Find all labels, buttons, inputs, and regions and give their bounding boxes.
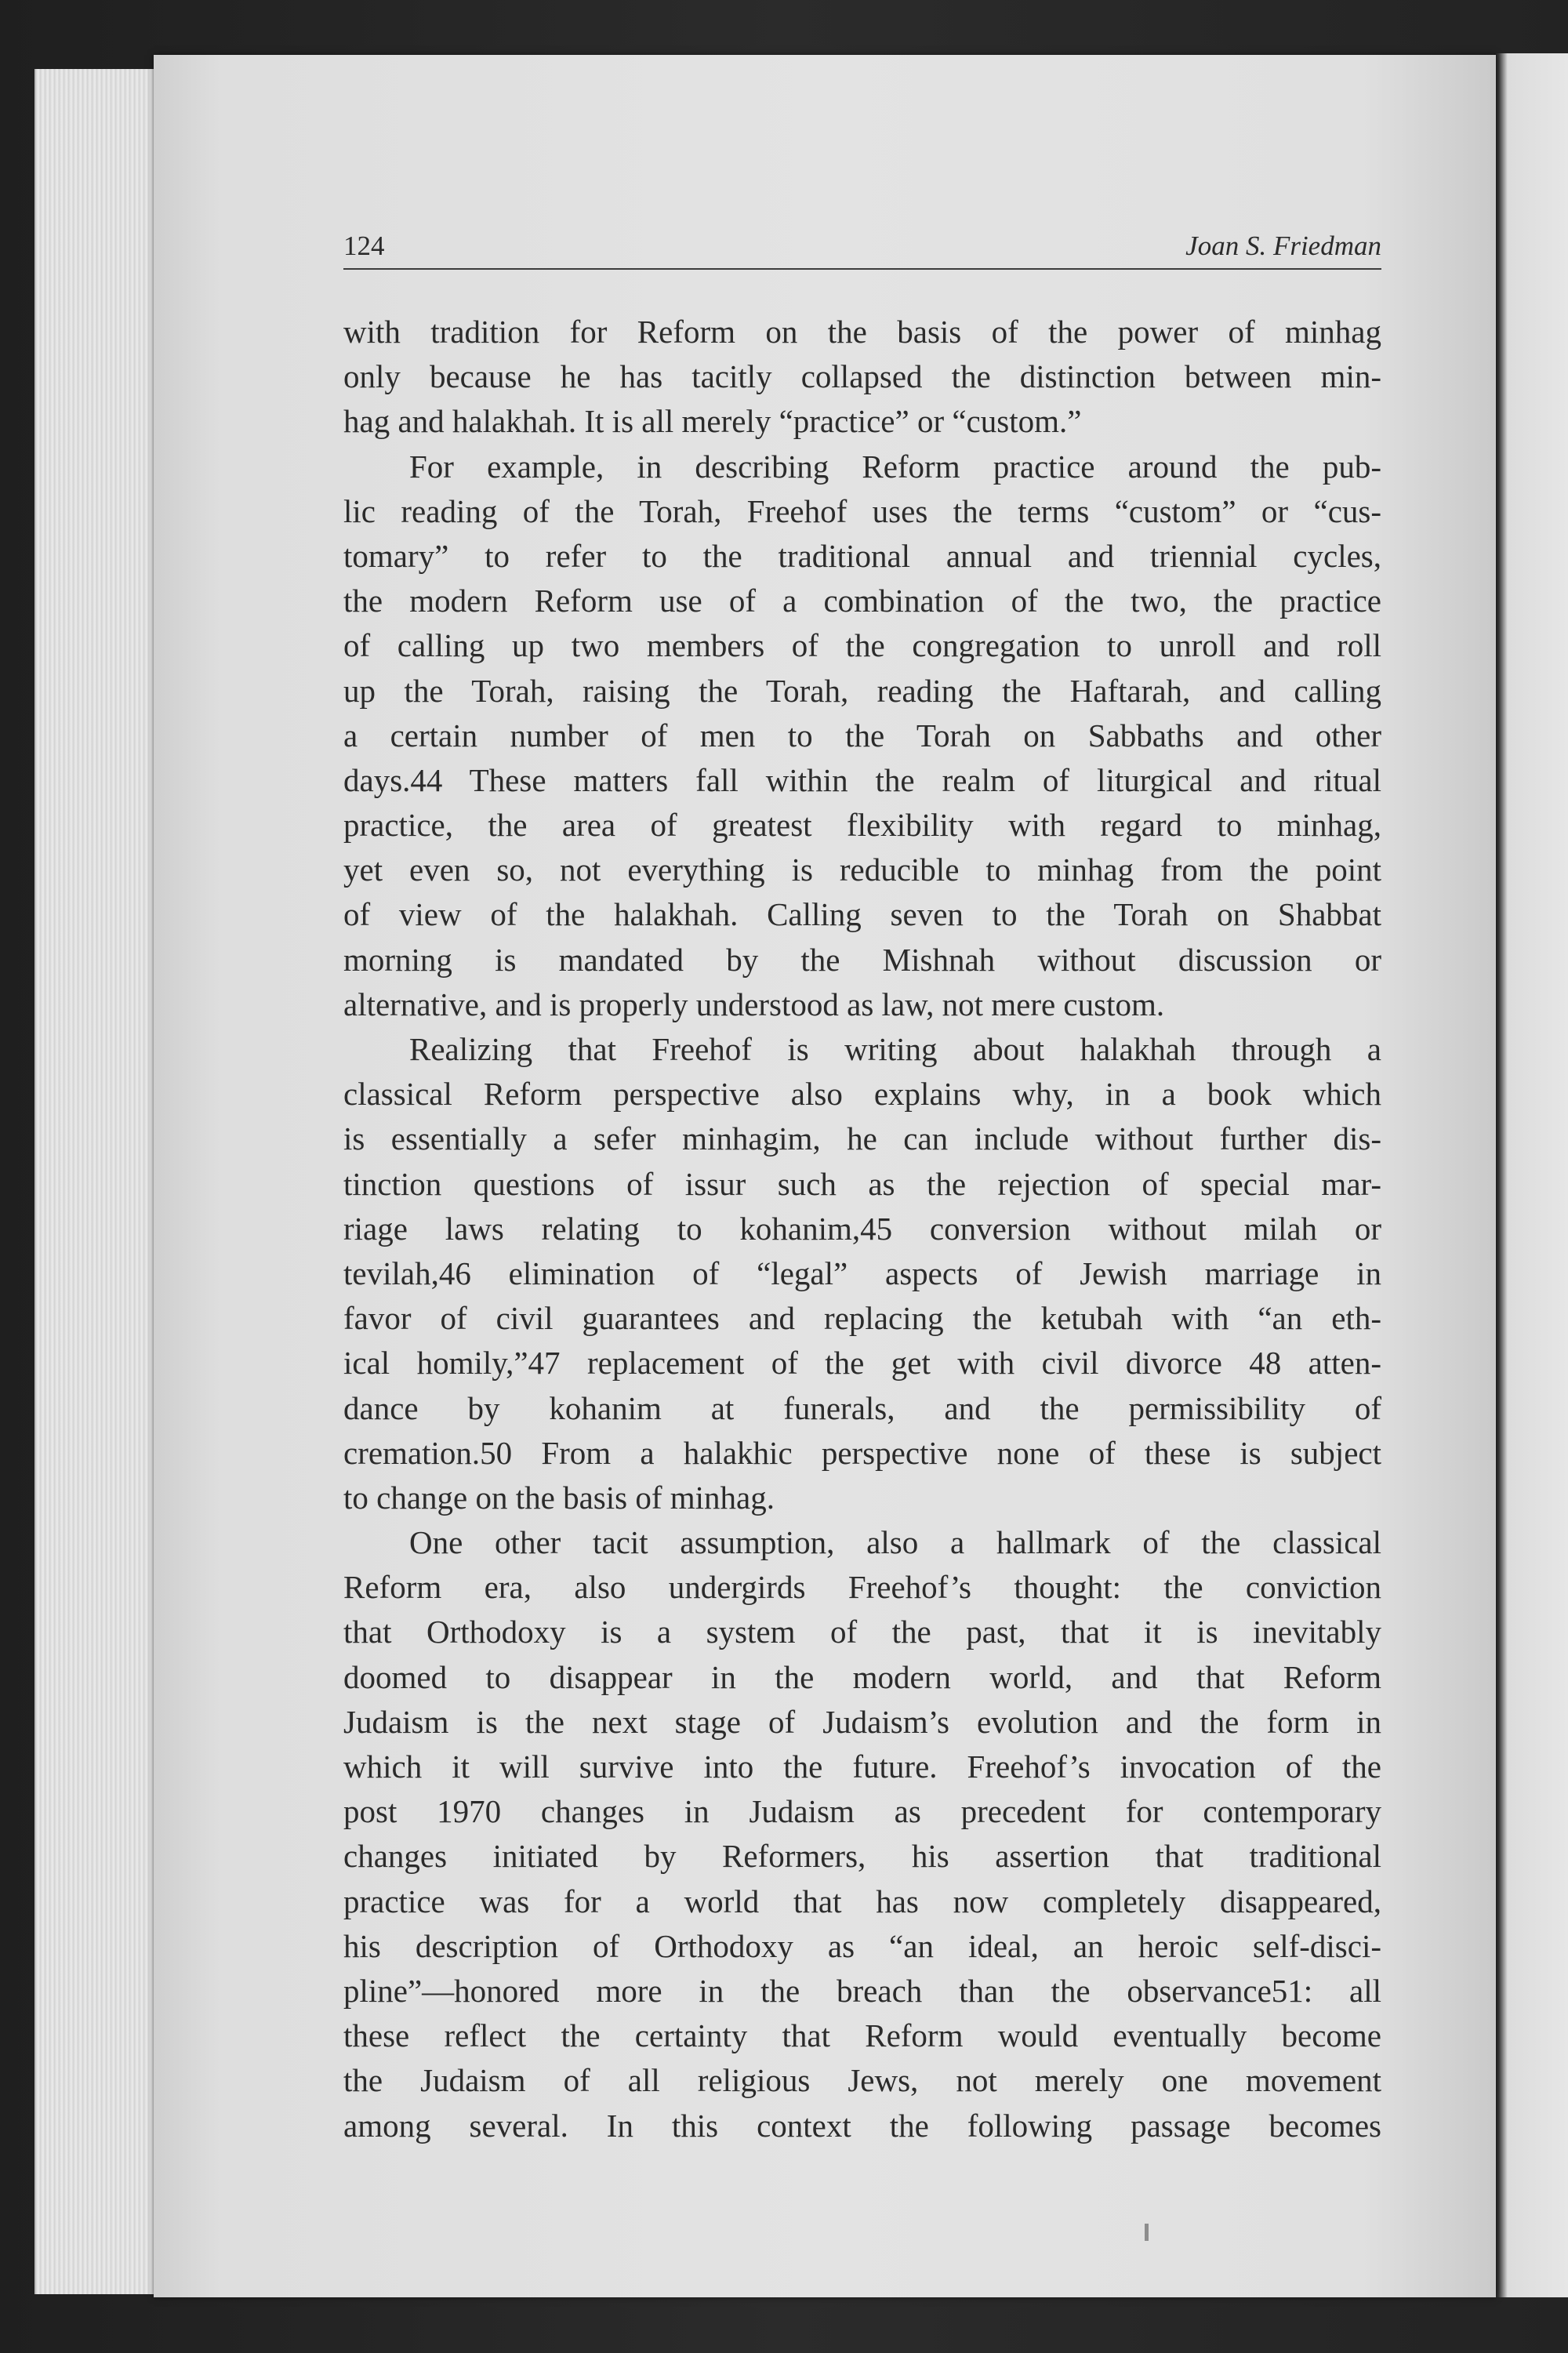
text-line: his description of Orthodoxy as “an ideal, an heroic self-disci- [343,1927,1381,1964]
text-line: morning is mandated by the Mishnah without discussion or [343,941,1381,978]
text-line: tevilah,46 elimination of “legal” aspects of Jewish marriage in [343,1255,1381,1291]
text-line: practice was for a world that has now completely disappeared, [343,1883,1381,1919]
text-line: tinction questions of issur such as the rejection of special mar- [343,1165,1381,1202]
text-line: Judaism is the next stage of Judaism’s evolution and the form in [343,1703,1381,1740]
text-line: is essentially a sefer minhagim, he can include without further dis- [343,1120,1381,1157]
text-line: pline”—honored more in the breach than the observance51: all [343,1972,1381,2009]
text-line: tomary” to refer to the traditional annual and triennial cycles, [343,537,1381,574]
text-line: of view of the halakhah. Calling seven to the Torah on Shabbat [343,896,1381,933]
text-line: ical homily,”47 replacement of the get with civil divorce 48 atten- [343,1345,1381,1382]
print-mark [1145,2224,1149,2241]
text-line: which it will survive into the future. Freehof’s invocation of the [343,1748,1381,1785]
running-head: Joan S. Friedman [1185,231,1381,261]
text-line: the modern Reform use of a combination of the two, the practice [343,583,1381,619]
text-line: cremation.50 From a halakhic perspective none of these is subject [343,1434,1381,1471]
text-line: lic reading of the Torah, Freehof uses the terms “custom” or “cus- [343,492,1381,529]
text-line: yet even so, not everything is reducible to minhag from the point [343,852,1381,888]
text-line: practice, the area of greatest flexibility with regard to minhag, [343,807,1381,844]
facing-page-edge [1494,53,1568,2297]
text-line: doomed to disappear in the modern world, and that Reform [343,1658,1381,1695]
text-line: One other tacit assumption, also a hallmark of the classical [409,1524,1381,1561]
text-line: favor of civil guarantees and replacing the ketubah with “an eth- [343,1300,1381,1337]
text-line: For example, in describing Reform practice around the pub- [409,448,1381,485]
page-number: 124 [343,231,385,261]
text-line: to change on the basis of minhag. [343,1479,775,1516]
text-line: dance by kohanim at funerals, and the permissibility of [343,1389,1381,1426]
page-header [343,220,1381,270]
text-line: that Orthodoxy is a system of the past, that it is inevitably [343,1614,1381,1650]
text-line: the Judaism of all religious Jews, not merely one movement [343,2062,1381,2099]
text-line: among several. In this context the following passage becomes [343,2107,1381,2144]
book-page-edges [34,69,162,2294]
text-line: classical Reform perspective also explains why, in a book which [343,1076,1381,1113]
text-line: Realizing that Freehof is writing about halakhah through a [409,1031,1381,1067]
text-line: only because he has tacitly collapsed the distinction between min- [343,358,1381,395]
text-line: riage laws relating to kohanim,45 conversion without milah or [343,1210,1381,1247]
text-line: alternative, and is properly understood as law, not mere custom. [343,986,1165,1022]
text-line: these reflect the certainty that Reform would eventually become [343,2017,1381,2054]
text-line: hag and halakhah. It is all merely “practice” or “custom.” [343,403,1082,440]
text-line: post 1970 changes in Judaism as precedent for contemporary [343,1793,1381,1830]
text-line: up the Torah, raising the Torah, reading the Haftarah, and calling [343,672,1381,709]
text-line: a certain number of men to the Torah on Sabbaths and other [343,717,1381,753]
text-line: Reform era, also undergirds Freehof’s thought: the conviction [343,1569,1381,1606]
text-line: days.44 These matters fall within the realm of liturgical and ritual [343,761,1381,798]
text-line: of calling up two members of the congregation to unroll and roll [343,627,1381,664]
text-line: with tradition for Reform on the basis of the power of minhag [343,314,1381,350]
body-text [343,310,1381,2148]
text-line: changes initiated by Reformers, his assertion that traditional [343,1838,1381,1875]
